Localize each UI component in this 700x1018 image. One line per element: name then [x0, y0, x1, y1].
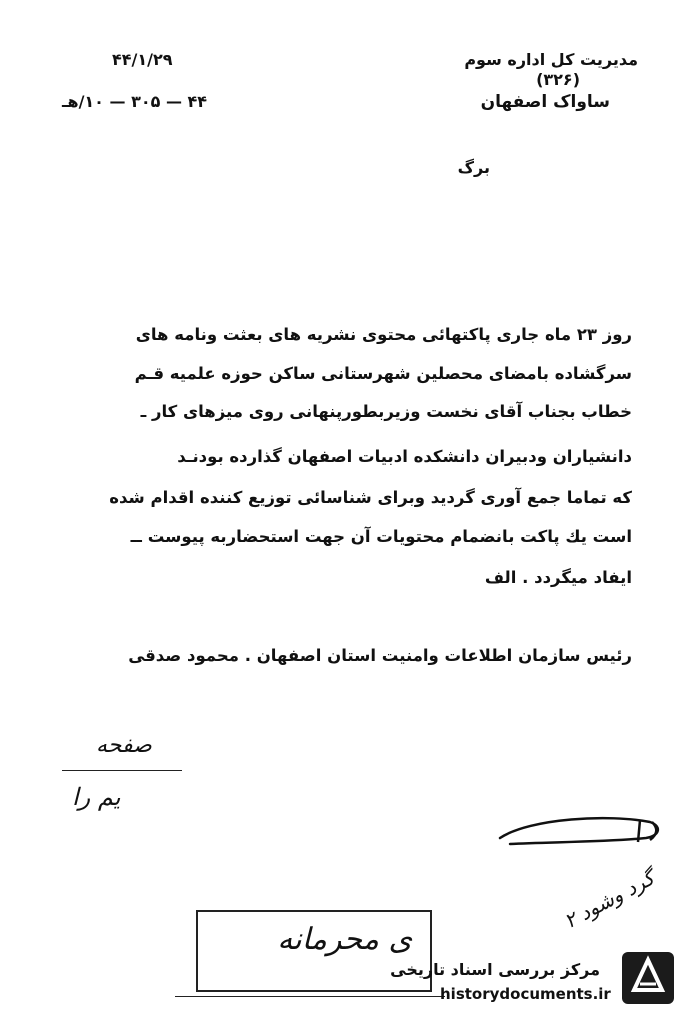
body-line-6: است یك پاکت بانضمام محتویات آن جهت استحضاربه پیوست ــ	[130, 527, 632, 546]
body-line-4: دانشیاران ودبیران دانشکده ادبیات اصفهان گذارده بودنـد	[177, 447, 632, 466]
office-name: ساواک اصفهان	[480, 92, 610, 112]
body-line-5: که تماما جمع آوری گردید وبرای شناسائی توزیع کننده اقدام شده	[109, 488, 632, 507]
signature-line: رئیس سازمان اطلاعات وامنیت استان اصفهان . محمود صدقی	[128, 646, 632, 665]
confidential-stamp	[196, 910, 432, 992]
handwritten-note-top: صفحه	[96, 733, 152, 758]
department-code: (۳۲۶)	[536, 70, 580, 89]
initials-scribble	[490, 808, 670, 858]
body-line-7: ایفاد میگردد . الف	[484, 568, 632, 587]
watermark-title: مرکز بررسی اسناد تاریخی	[390, 960, 600, 979]
department-name: مدیریت کل اداره سوم	[464, 50, 638, 69]
handwritten-side-note: گرد وشود ۲	[560, 865, 659, 934]
archive-logo-icon	[620, 950, 676, 1006]
stamp-text: ی محرمانه	[277, 922, 412, 957]
letter-date: ۴۴/۱/۲۹	[112, 50, 173, 69]
watermark-url: historydocuments.ir	[440, 985, 611, 1003]
letter-reference-number: ۴۴ — ۳۰۵ — ۱۰/هـ	[62, 92, 208, 111]
divider-line	[62, 770, 182, 771]
body-line-1: روز ۲۳ ماه جاری پاکتهائی محتوی نشریه های بعثت ونامه های	[135, 325, 632, 344]
body-line-2: سرگشاده بامضای محصلین شهرستانی ساکن حوزه علمیه قـم	[134, 364, 632, 383]
letter-subject: برگ	[457, 158, 490, 177]
body-line-3: خطاب بجناب آقای نخست وزیربطورپنهانی روی میزهای کار ـ	[140, 402, 632, 421]
handwritten-note-bottom: یم را	[72, 783, 121, 811]
stamp-underline	[175, 996, 445, 997]
